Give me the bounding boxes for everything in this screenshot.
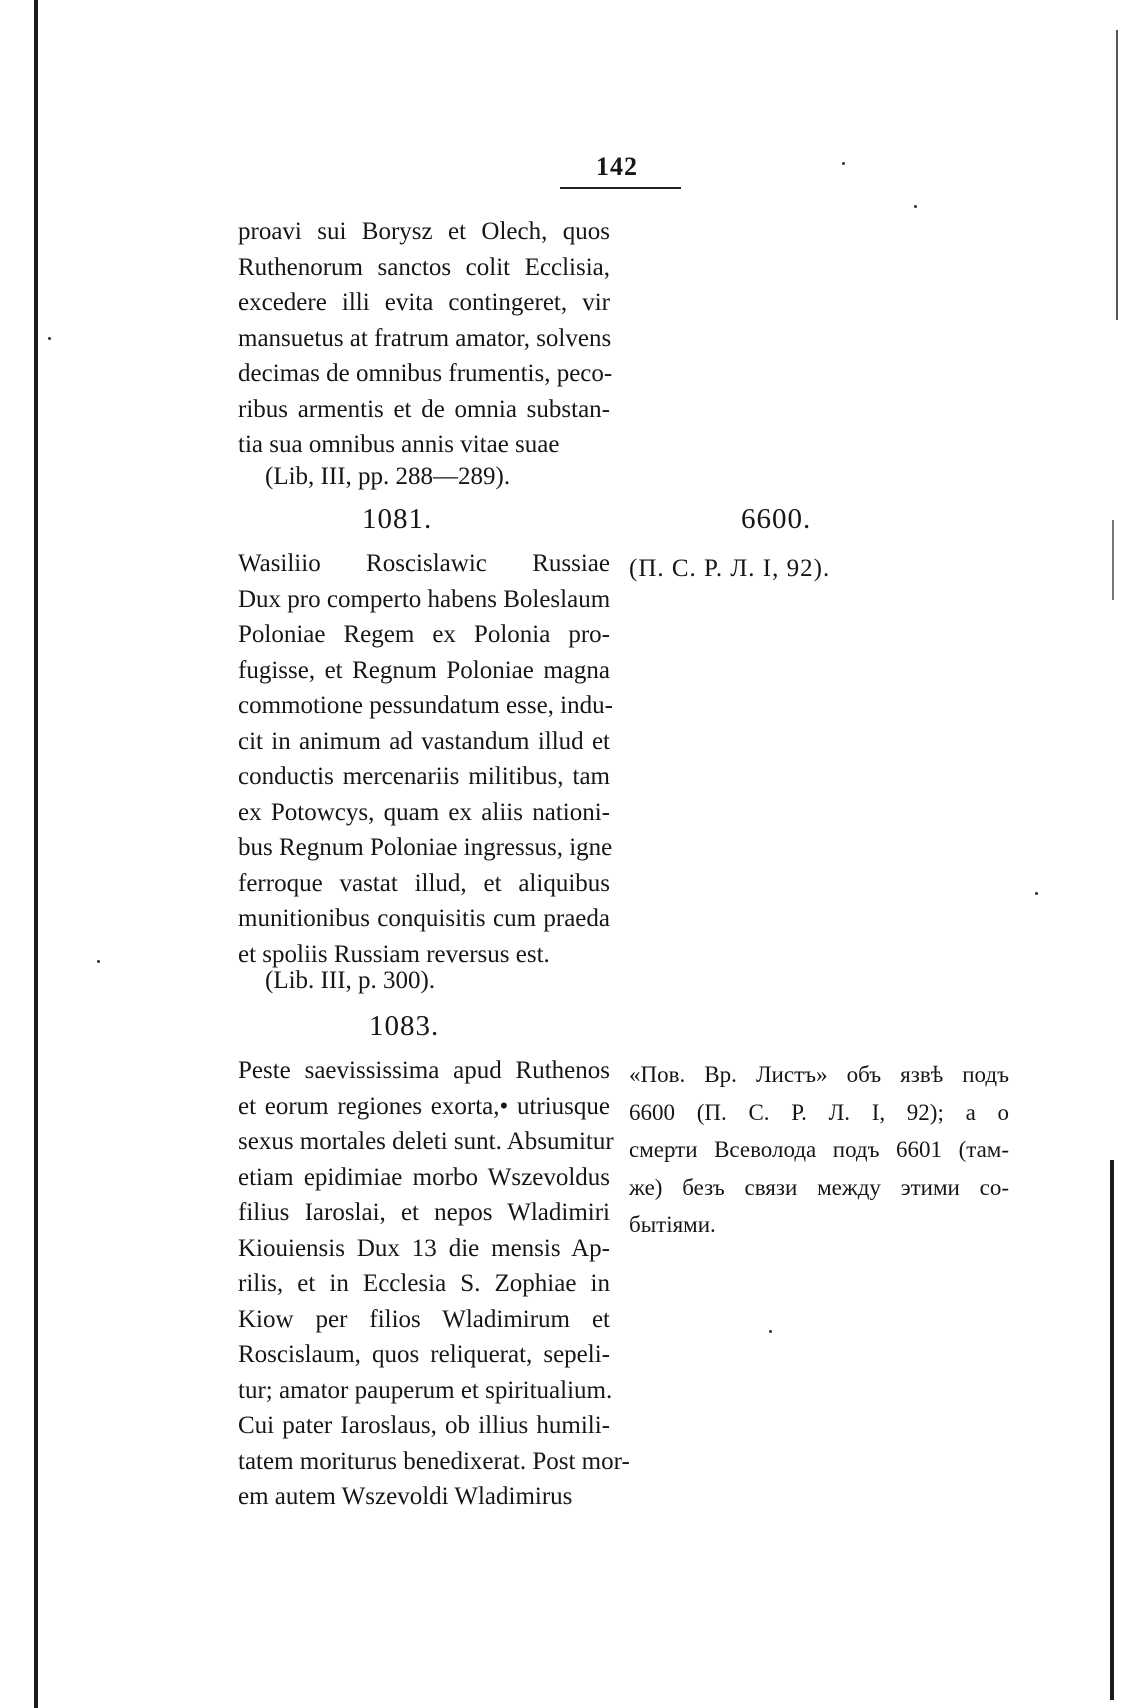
text-line: ferroque vastat illud, et aliquibus: [238, 869, 610, 897]
ru-note: [629, 1056, 1009, 1244]
ru-note-line: «Пов. Вр. Листъ» объ язвѣ подъ: [629, 1062, 1009, 1087]
text-line: Roscislaum, quos reliquerat, sepeli-: [238, 1341, 610, 1368]
ru-year-heading: 6600.: [741, 503, 812, 535]
text-line: ribus armentis et de omnia substan-: [238, 395, 610, 423]
text-line: etiam epidimiae morbo Wszevoldus: [238, 1163, 610, 1191]
text-line: sexus mortales deleti sunt. Absumitur: [238, 1128, 614, 1155]
ru-note-line: смерти Всеволода подъ 6601 (там-: [629, 1137, 1009, 1162]
text-line: Ruthenorum sanctos colit Ecclisia,: [238, 253, 610, 281]
section1-text: [238, 214, 613, 463]
page-number-rule: [560, 187, 681, 189]
scan-edge-right: [1112, 520, 1114, 600]
text-line: Wasiliio Roscislawic Russiae: [238, 550, 610, 577]
text-line: bus Regnum Poloniae ingressus, igne: [238, 834, 613, 861]
text-line: Peste saevississima apud Ruthenos: [238, 1057, 610, 1084]
text-line: em autem Wszevoldi Wladimirus: [238, 1483, 573, 1510]
year-heading-1083: 1083.: [369, 1010, 440, 1042]
ru-note-line: 6600 (П. С. Р. Л. I, 92); а о: [629, 1099, 1009, 1125]
scan-speck: [842, 162, 845, 165]
scan-speck: [1035, 892, 1038, 895]
scan-speck: [48, 337, 51, 340]
scan-speck: [97, 960, 100, 963]
text-line: decimas de omnibus frumentis, peco-: [238, 360, 613, 387]
entry-1081-text: [238, 546, 613, 972]
text-line: fugisse, et Regnum Poloniae magna: [238, 656, 610, 684]
scan-edge-left: [34, 0, 38, 1708]
text-line: filius Iaroslai, et nepos Wladimiri: [238, 1199, 610, 1226]
ru-citation: (П. С. Р. Л. I, 92).: [629, 555, 831, 582]
scan-speck: [914, 205, 917, 208]
entry-1081-citation: (Lib. III, p. 300).: [265, 967, 436, 994]
text-line: conductis mercenariis militibus, tam: [238, 763, 610, 790]
text-line: Cui pater Iaroslaus, ob illius humili-: [238, 1412, 610, 1439]
section1-citation: (Lib, III, pp. 288—289).: [265, 463, 511, 490]
ru-note-line: же) безъ связи между этими со-: [629, 1174, 1009, 1200]
scan-edge-right: [1110, 1160, 1114, 1700]
text-line: tatem moriturus benedixerat. Post mor-: [238, 1447, 630, 1475]
text-line: tia sua omnibus annis vitae suae: [238, 431, 560, 458]
text-line: munitionibus conquisitis cum praeda: [238, 905, 610, 932]
text-line: cit in animum ad vastandum illud et: [238, 727, 610, 755]
year-heading-1081: 1081.: [362, 503, 433, 535]
text-line: mansuetus at fratrum amator, solvens: [238, 324, 612, 352]
text-line: Kiouiensis Dux 13 die mensis Ap-: [238, 1234, 610, 1262]
text-line: et eorum regiones exorta,• utriusque: [238, 1092, 610, 1120]
ru-note-line: бытіями.: [629, 1212, 716, 1237]
text-line: rilis, et in Ecclesia S. Zophiae in: [238, 1270, 610, 1297]
entry-1083-text: [238, 1053, 630, 1515]
text-line: proavi sui Borysz et Olech, quos: [238, 218, 610, 245]
scan-edge-right: [1116, 30, 1118, 320]
page-number: 142: [596, 152, 638, 181]
text-line: ex Potowcys, quam ex aliis nationi-: [238, 798, 610, 826]
text-line: commotione pessundatum esse, indu-: [238, 692, 613, 719]
text-line: Poloniae Regem ex Polonia pro-: [238, 621, 610, 648]
text-line: et spoliis Russiam reversus est.: [238, 940, 550, 968]
scan-speck: [769, 1330, 772, 1333]
text-line: excedere illi evita contingeret, vir: [238, 289, 610, 316]
text-line: tur; amator pauperum et spiritualium.: [238, 1376, 613, 1404]
text-line: Kiow per filios Wladimirum et: [238, 1305, 610, 1333]
text-line: Dux pro comperto habens Boleslaum: [238, 585, 611, 613]
